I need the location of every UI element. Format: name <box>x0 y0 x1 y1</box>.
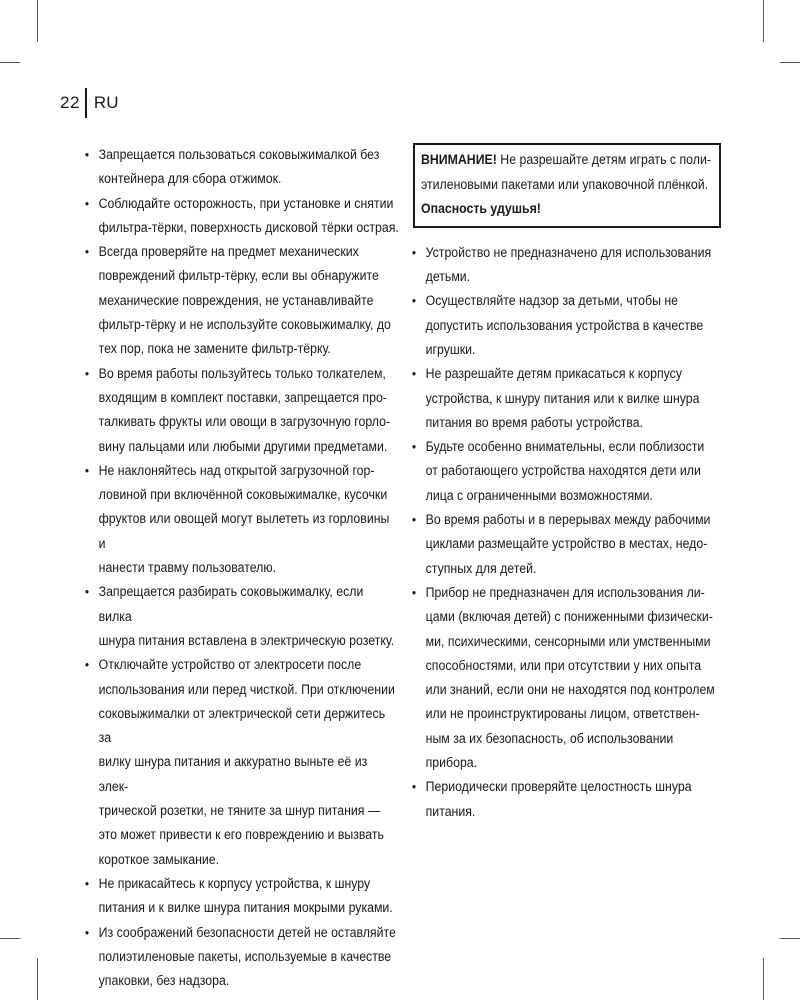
crop-mark-top-right <box>763 0 764 42</box>
warning-label: ВНИМАНИЕ! <box>421 152 497 167</box>
warning-danger: Опасность удушья! <box>421 201 541 217</box>
list-item: • Соблюдайте осторожность, при установке и снятии фильтра-тёрки, поверхность дисковой тёрки острая. <box>83 192 399 241</box>
language-label: RU <box>93 93 119 112</box>
list-item: • Периодически проверяйте целостность шнура питания. <box>410 775 721 824</box>
list-item: • Устройство не предназначено для использования детьми. <box>410 241 721 290</box>
list-item: • Отключайте устройство от электросети после использования или перед чисткой. При отключении соковыжималки от электрической сети держитесь за вилку шнура питания и аккуратно выньте её из элек- трической розетки, не тяните за шнур питания — это может привести к его повреждению и вызвать короткое замыкание. <box>83 653 399 872</box>
warning-box <box>413 143 721 228</box>
crop-mark-top-left <box>37 0 38 42</box>
right-column <box>410 143 720 824</box>
crop-mark-bottom-right <box>763 958 764 1000</box>
safety-list-left <box>83 143 398 993</box>
list-item: • Прибор не предназначен для использования ли- цами (включая детей) с пониженными физически- ми, психическими, сенсорными или умственными способностями, или при отсутствии у них опыта или знаний, если они не находятся под контролем или не проинструктированы лицом, ответствен- ным за их безопасность, об использовании прибора. <box>410 581 721 775</box>
list-item: • Запрещается пользоваться соковыжималкой без контейнера для сбора отжимок. <box>83 143 399 192</box>
warning-text: Не разрешайте детям играть с поли- этиленовыми пакетами или упаковочной плёнкой. <box>421 152 711 192</box>
crop-mark-bottom-right-h <box>780 938 800 939</box>
list-item: • Во время работы пользуйтесь только толкателем, входящим в комплект поставки, запрещается про- талкивать фрукты или овощи в загрузочную горло- вину пальцами или любыми другими предметами. <box>83 362 399 459</box>
list-item: • Запрещается разбирать соковыжималку, если вилка шнура питания вставлена в электрическую розетку. <box>83 580 399 653</box>
list-item: • Осуществляйте надзор за детьми, чтобы не допустить использования устройства в качестве игрушки. <box>410 289 721 362</box>
list-item: • Всегда проверяйте на предмет механических повреждений фильтр-тёрку, если вы обнаружите механические повреждения, не устанавливайте фильтр-тёрку и не используйте соковыжималку, до тех пор, пока не замените фильтр-тёрку. <box>83 240 399 361</box>
page-number: 22 <box>60 93 80 112</box>
page-header <box>60 88 118 118</box>
left-column <box>83 143 398 993</box>
crop-mark-top-right-h <box>780 62 800 63</box>
crop-mark-top-left-h <box>0 62 20 63</box>
list-item: • Не наклоняйтесь над открытой загрузочной гор- ловиной при включённой соковыжималке, кусочки фруктов или овощей могут вылететь из горловины и нанести травму пользователю. <box>83 459 399 580</box>
list-item: • Будьте особенно внимательны, если поблизости от работающего устройства находятся дети или лица с ограниченными возможностями. <box>410 435 721 508</box>
list-item: • Не разрешайте детям прикасаться к корпусу устройства, к шнуру питания или к вилке шнура питания во время работы устройства. <box>410 362 721 435</box>
crop-mark-bottom-left-h <box>0 938 20 939</box>
safety-list-right <box>410 241 720 824</box>
list-item: • Не прикасайтесь к корпусу устройства, к шнуру питания и к вилке шнура питания мокрыми руками. <box>83 872 399 921</box>
list-item: • Из соображений безопасности детей не оставляйте полиэтиленовые пакеты, используемые в качестве упаковки, без надзора. <box>83 921 399 994</box>
header-divider <box>85 88 87 118</box>
crop-mark-bottom-left <box>37 958 38 1000</box>
warning-text-block <box>421 148 714 222</box>
list-item: • Во время работы и в перерывах между рабочими циклами размещайте устройство в местах, недо- ступных для детей. <box>410 508 721 581</box>
